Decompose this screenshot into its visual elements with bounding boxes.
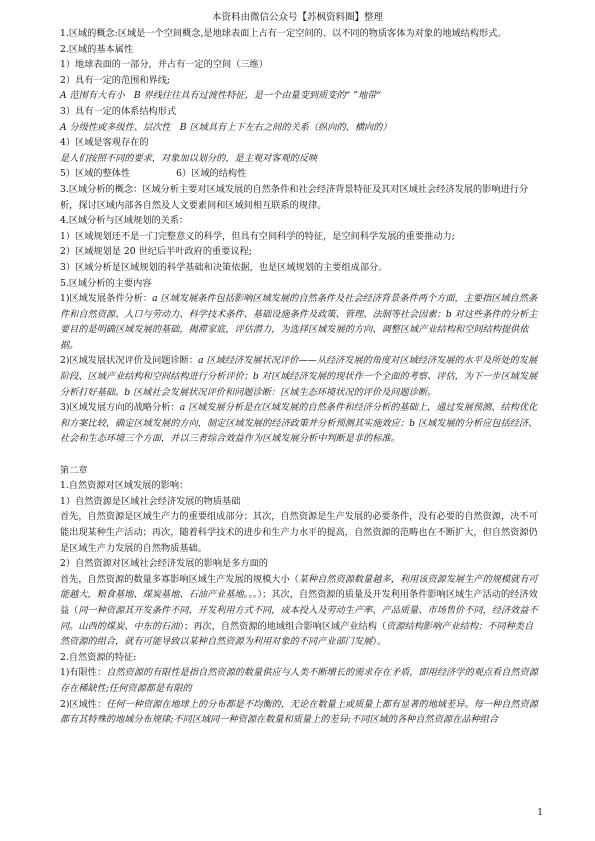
text-line xyxy=(60,556,538,572)
italic-text: 某种自然资源数量越多，利用该资源发展生产的规模就有可能越大，粮食基地、煤炭基地、石油产业基地。。。 xyxy=(60,573,538,601)
body-text: 2）区域规划是 20 世纪后半叶政府的重要议程; xyxy=(60,246,252,258)
text-line xyxy=(60,26,538,42)
body-text: 2）自然资源对区域社会经济发展的影响是多方面的 xyxy=(60,558,268,570)
text-line xyxy=(60,463,538,479)
body-text: 1.自然资源对区域发展的影响： xyxy=(60,480,189,492)
text-line xyxy=(60,665,538,696)
body-text: 1）区域规划还不是一门完整意义的科学，但具有空间科学的特征，是空间科学发展的重要推动力; xyxy=(60,230,455,242)
body-text: 1)有限性： xyxy=(60,667,107,679)
text-line xyxy=(60,353,538,400)
body-text: 2）具有一定的范围和界线; xyxy=(60,74,171,86)
body-text: 2.自然资源的特征: xyxy=(60,651,137,663)
body-text: 2.区域的基本属性 xyxy=(60,43,134,55)
body-text: 5）区域的整体性 6）区域的结构性 xyxy=(60,168,247,180)
text-line xyxy=(60,57,538,73)
italic-text: a 区域经济发展状况评价——从经济发展的角度对区域经济发展的水平及所处的发展阶段、区域产业结构和空间结构进行分析评价；b 对区域经济发展的现状作一个全面的考察、评估，为下一步区域发展分析打好基础。b 区域社会发展状况评价和问题诊断：区域生态环境状况的评价及问题诊断。 xyxy=(60,355,538,398)
text-line xyxy=(60,400,538,447)
text-line xyxy=(60,104,538,120)
body-text: 1.区域的概念:区域是一个空间概念,是地球表面上占有一定空间的、以不同的物质客体为对象的地域结构形式。 xyxy=(60,28,507,39)
text-line xyxy=(60,73,538,89)
body-text: ）。 xyxy=(372,636,387,648)
body-text: ）；再次，自然资源的地域组合影响区域产业结构（ xyxy=(179,620,387,632)
body-text: A 分级性或多级性、层次性 B 区域具有上下左右之间的关系（纵向的、横向的） xyxy=(60,121,392,133)
text-line xyxy=(60,120,538,136)
body-text: 是人们按照不同的要求，对象加以划分的，是主观对客观的反映 xyxy=(60,152,318,164)
text-line xyxy=(60,650,538,666)
text-line xyxy=(60,697,538,728)
body-text: ）；其次，自然资源的质量及开发利用条件影响区域生产活动的经济效益（ xyxy=(60,589,538,616)
text-line xyxy=(60,151,538,167)
text-line xyxy=(60,135,538,151)
body-text: 3）区域分析是区域规划的科学基础和决策依据，也是区域规划的主要组成部分。 xyxy=(60,261,388,273)
body-text: 2)区域性： xyxy=(60,698,107,710)
text-line xyxy=(60,42,538,58)
italic-text: 同一种资源其开发条件不同，开发利用方式不同，成本投入及劳动生产率、产品质量、市场售价不同，经济效益不同。山西的煤炭、中东的石油 xyxy=(60,604,538,632)
page-number: 1 xyxy=(537,808,543,818)
body-text: 4）区域是客观存在的 xyxy=(60,137,149,149)
text-line xyxy=(60,182,538,213)
text-line xyxy=(60,260,538,276)
body-text: 1)区域发展条件分析： xyxy=(60,293,153,305)
body-text: 1）自然资源是区域社会经济发展的物质基础 xyxy=(60,495,241,507)
body-text: 5.区域分析的主要内容 xyxy=(60,277,152,289)
paragraph-gap xyxy=(60,447,538,463)
text-line xyxy=(60,166,538,182)
body-text: A 范围有大有小 B 界线往往具有过渡性特征，是一个由量变到质变的“ ”地带“ xyxy=(60,90,382,102)
body-text: 首先，自然资源的数量多寡影响区域生产发展的规模大小（ xyxy=(60,573,299,585)
body-text: 1）地球表面的一部分，并占有一定的空间（三维） xyxy=(60,59,268,71)
body-text: 3)区域发展方向的战略分析： xyxy=(60,402,180,414)
body-text: 2)区域发展状况评价及问题诊断： xyxy=(60,355,199,367)
text-line xyxy=(60,229,538,245)
text-line xyxy=(60,276,538,292)
body-text: 3）具有一定的体系结构形式 xyxy=(60,105,177,117)
text-line xyxy=(60,88,538,104)
text-line xyxy=(60,244,538,260)
body-text: 首先，自然资源是区域生产力的重要组成部分；其次，自然资源是生产发展的必要条件，没有必要的自然资源，决不可能出现某种生产活动；再次，随着科学技术的进步和生产力水平的提高，自然资源的范畴也在不断扩大，但自然资源仍是区域生产力发展的自然物质基础。 xyxy=(60,511,538,554)
text-line xyxy=(60,213,538,229)
body-text: 4.区域分析与区域规划的关系： xyxy=(60,215,189,227)
italic-text: 自然资源的有限性是指自然资源的数量供应与人类不断增长的需求存在矛盾，即用经济学的观点看自然资源存在稀缺性;任何资源都是有限的 xyxy=(60,667,538,694)
italic-text: 资源结构影响产业结构；不同种类自然资源的组合，就有可能导致以某种自然资源为利用对象的不同产业部门发展 xyxy=(60,620,534,648)
body-text: 3.区域分析的概念：区域分析主要对区域发展的自然条件和社会经济背景特征及其对区域社会经济发展的影响进行分析，探讨区域内部各自然及人文要素间和区域间相互联系的规律。 xyxy=(60,183,529,211)
body-text: 第二章 xyxy=(60,464,88,476)
page-header: 本资料由微信公众号【苏枫资料圈】整理 xyxy=(211,12,383,23)
italic-text: a 区域发展条件包括影响区域发展的自然条件及社会经济背景条件两个方面，主要指区域自然条件和自然资源、人口与劳动力、科学技术条件、基础设施条件及政策、管理、法制等社会因素；b 对这些条件的分析主要目的是明确区域发展的基础，揭滞家底，评估潜力，为选择区域发展的方向、调整区域产业结构和空间结构提供依据。 xyxy=(60,293,538,351)
italic-text: 任何一种资源在地球上的分布都是不均衡的，无论在数量上或质量上都有显著的地域差异。每一种自然资源都有其特殊的地域分布规律;不同区域同一种资源在数量和质量上的差异;不同区域的各种自然资源在品种组合 xyxy=(60,698,538,726)
text-line xyxy=(60,494,538,510)
text-line xyxy=(60,509,538,556)
document-body xyxy=(60,26,538,728)
text-line xyxy=(60,478,538,494)
italic-text: a 区域发展分析是在区域发展的自然条件和经济分析的基础上，通过发展预测、结构优化和方案比较，确定区域发展的方向，制定区域发展的经济政策并分析预测其实施效应；b 区域发展的分析应包括经济、社会和生态环境三个方面，并以三者综合效益作为区域发展分析中判断是非的标准。 xyxy=(60,402,538,445)
text-line xyxy=(60,572,538,650)
text-line xyxy=(60,291,538,353)
